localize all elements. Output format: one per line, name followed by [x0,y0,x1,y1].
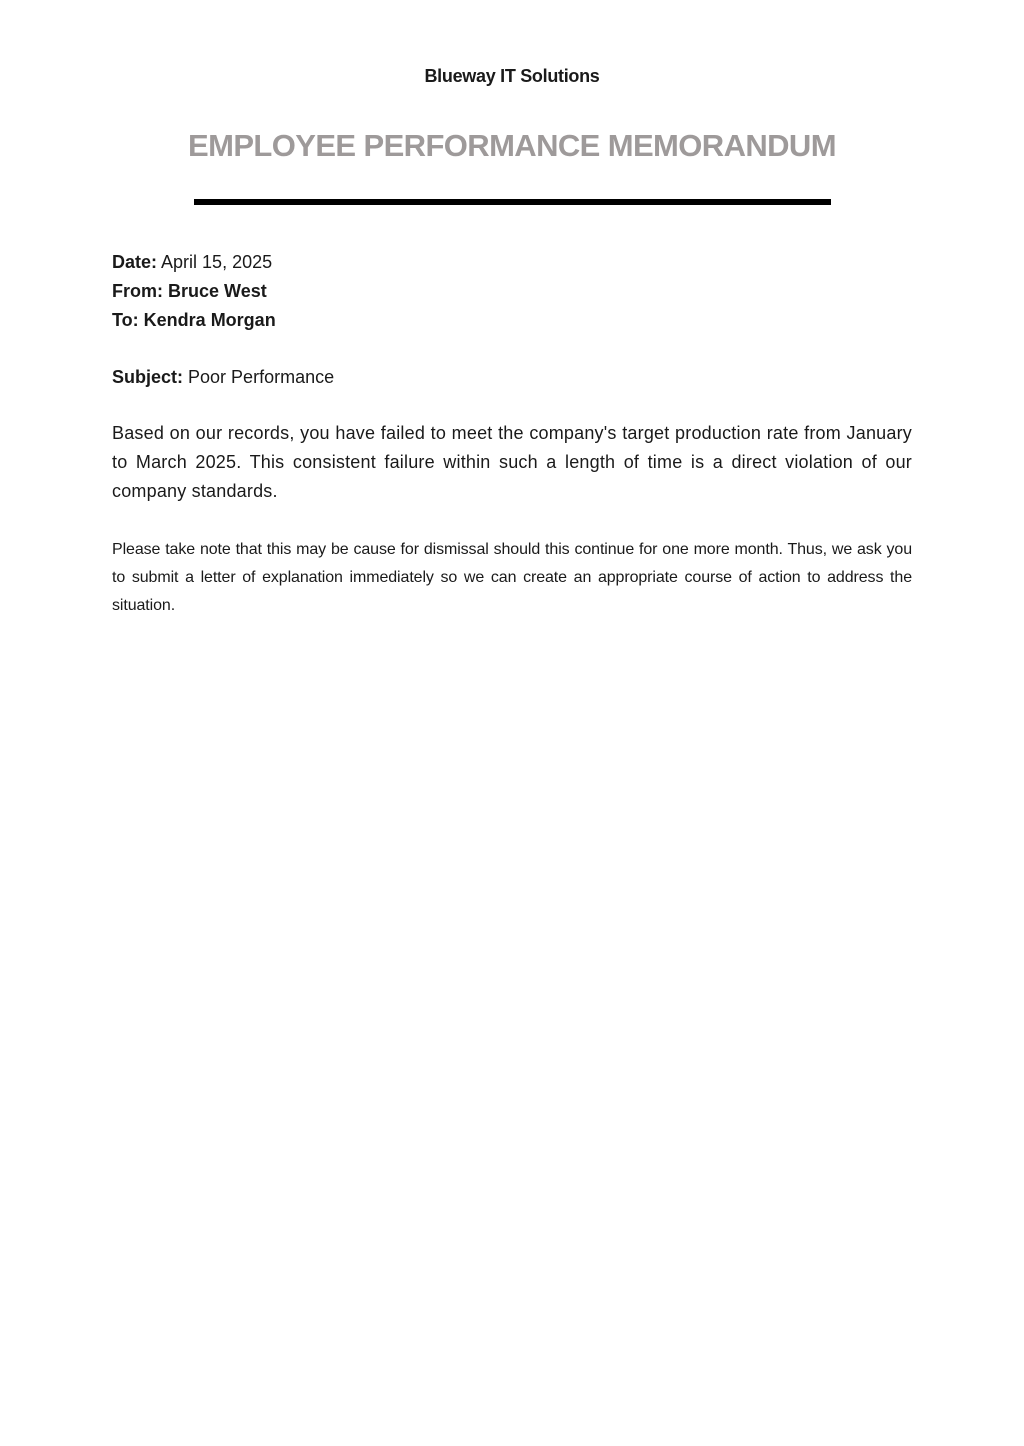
subject-label: Subject: [112,367,184,387]
to-line [112,306,276,335]
title-divider [194,199,831,205]
subject-value: Poor Performance [188,367,335,387]
subject-line [112,363,334,392]
body-paragraph-1: Based on our records, you have failed to meet the company's target production rate from January to March 2025. This consistent failure within such a length of time is a direct violation of our company standards. [112,423,912,501]
company-name: Blueway IT Solutions [424,66,600,86]
date-line [112,248,276,277]
from-value: Bruce West [168,281,267,301]
date-label: Date: [112,252,158,272]
body-paragraph-2: Please take note that this may be cause for dismissal should this continue for one more month. Thus, we ask you to submit a letter of explanation immediately so we can create an appropriate course of action to address the situation. [112,541,912,614]
memo-header-fields [112,248,276,335]
from-label: From: [112,281,163,301]
to-value: Kendra Morgan [143,310,276,330]
from-line [112,277,276,306]
to-label: To: [112,310,139,330]
document-title: EMPLOYEE PERFORMANCE MEMORANDUM [188,128,836,163]
date-value: April 15, 2025 [161,252,273,272]
